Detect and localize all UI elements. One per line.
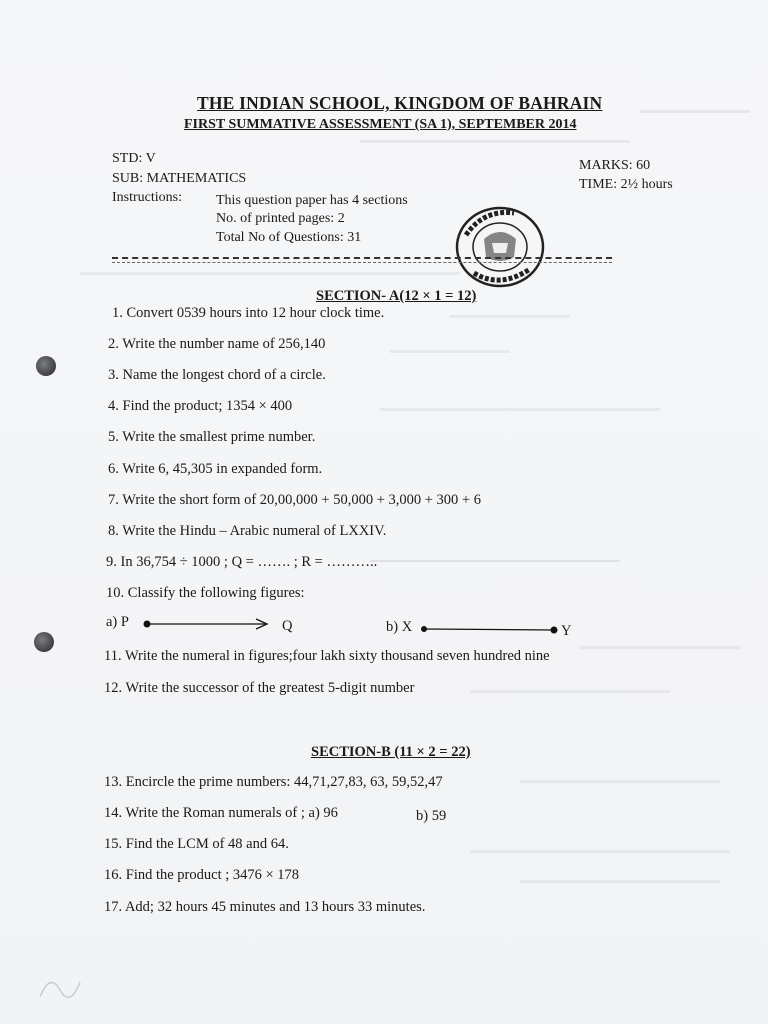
question-item: 3. Name the longest chord of a circle. bbox=[108, 367, 326, 383]
std-label: STD: V bbox=[112, 151, 156, 166]
school-title: THE INDIAN SCHOOL, KINGDOM OF BAHRAIN bbox=[197, 93, 603, 113]
question-item: 7. Write the short form of 20,00,000 + 50,000 + 3,000 + 300 + 6 bbox=[108, 492, 481, 508]
header-divider bbox=[112, 257, 612, 259]
school-seal-icon bbox=[454, 205, 546, 289]
punch-hole-bottom bbox=[34, 632, 54, 652]
question-item: 1. Convert 0539 hours into 12 hour clock time. bbox=[112, 305, 385, 321]
figure-a-label: a) P bbox=[106, 614, 129, 630]
figure-b-label: b) X bbox=[386, 619, 413, 635]
subject-label: SUB: MATHEMATICS bbox=[112, 171, 247, 186]
faint-scribble-icon bbox=[30, 962, 90, 1002]
section-b-title: SECTION-B (11 × 2 = 22) bbox=[311, 744, 471, 760]
figure-b-end-label: Y bbox=[561, 623, 572, 639]
header-divider-secondary bbox=[112, 262, 612, 263]
instruction-line: No. of printed pages: 2 bbox=[216, 211, 345, 226]
figure-a-end-label: Q bbox=[282, 618, 293, 634]
question-item: 4. Find the product; 1354 × 400 bbox=[108, 398, 293, 414]
question-item: 9. In 36,754 ÷ 1000 ; Q = ……. ; R = ……….. bbox=[106, 554, 378, 570]
line-segment-icon bbox=[420, 621, 560, 637]
section-a-title: SECTION- A(12 × 1 = 12) bbox=[316, 288, 477, 304]
instruction-line: This question paper has 4 sections bbox=[216, 193, 408, 208]
exam-title: FIRST SUMMATIVE ASSESSMENT (SA 1), SEPTEMBER 2014 bbox=[184, 117, 577, 132]
marks-label: MARKS: 60 bbox=[579, 158, 651, 173]
time-label: TIME: 2½ hours bbox=[579, 177, 673, 192]
question-item: 5. Write the smallest prime number. bbox=[108, 429, 316, 445]
question-item: 17. Add; 32 hours 45 minutes and 13 hours 33 minutes. bbox=[104, 899, 426, 915]
question-item: 16. Find the product ; 3476 × 178 bbox=[104, 867, 300, 883]
instructions-label: Instructions: bbox=[112, 190, 182, 205]
instruction-line: Total No of Questions: 31 bbox=[216, 230, 362, 245]
question-item: 8. Write the Hindu – Arabic numeral of LXXIV. bbox=[108, 523, 387, 539]
question-item-part-b: b) 59 bbox=[416, 808, 447, 824]
question-item: 15. Find the LCM of 48 and 64. bbox=[104, 836, 289, 852]
question-item: 2. Write the number name of 256,140 bbox=[108, 336, 326, 352]
question-item: 11. Write the numeral in figures;four lakh sixty thousand seven hundred nine bbox=[104, 648, 550, 664]
question-item: 12. Write the successor of the greatest 5-digit number bbox=[104, 680, 415, 696]
question-item: 6. Write 6, 45,305 in expanded form. bbox=[108, 461, 323, 477]
question-item: 13. Encircle the prime numbers: 44,71,27,83, 63, 59,52,47 bbox=[104, 774, 443, 790]
question-item: 14. Write the Roman numerals of ; a) 96 bbox=[104, 805, 338, 821]
punch-hole-top bbox=[36, 356, 56, 376]
question-item: 10. Classify the following figures: bbox=[106, 585, 305, 601]
ray-arrow-icon bbox=[142, 616, 272, 632]
